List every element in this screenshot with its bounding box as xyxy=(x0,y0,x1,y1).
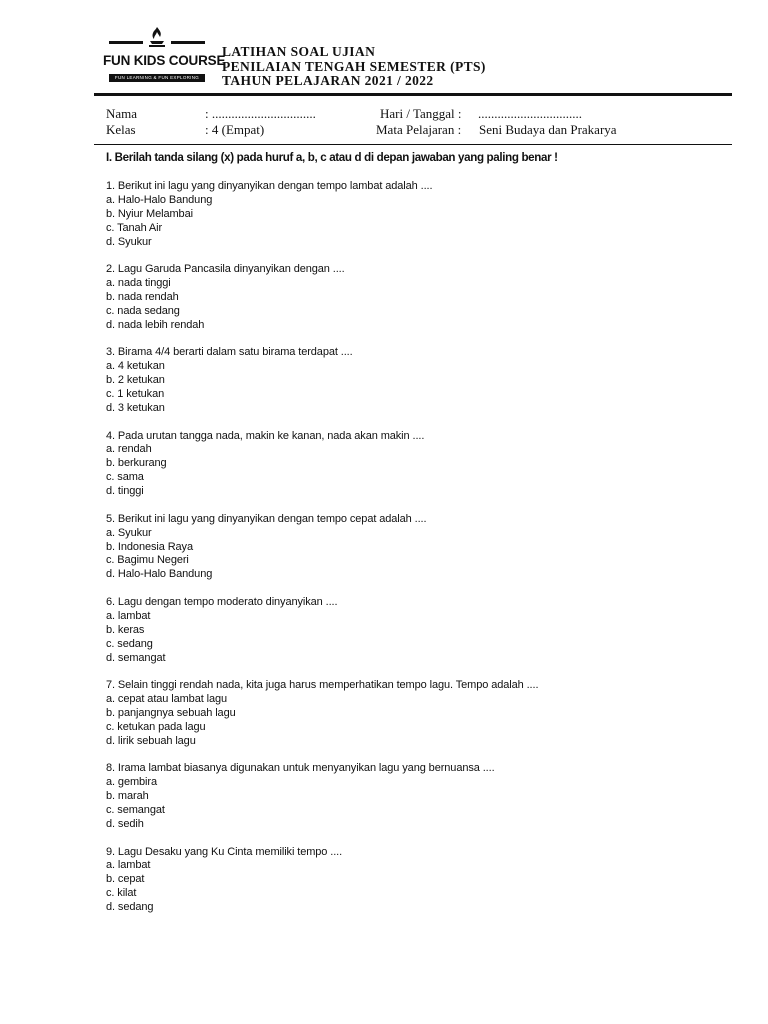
title-line-1: LATIHAN SOAL UJIAN xyxy=(222,44,376,59)
option-d[interactable]: d. sedih xyxy=(106,817,144,830)
exam-titles xyxy=(222,45,486,89)
question-list xyxy=(106,180,726,929)
logo-bar-left xyxy=(109,41,143,44)
question-text: 4. Pada urutan tangga nada, makin ke kanan, nada akan makin .... xyxy=(106,429,425,442)
hari-tanggal-label: Hari / Tanggal : xyxy=(380,106,462,121)
nama-field[interactable]: : ................................ xyxy=(205,106,316,121)
option-a[interactable]: a. lambat xyxy=(106,859,151,872)
option-b[interactable]: b. cepat xyxy=(106,873,145,886)
question-7 xyxy=(106,679,726,762)
question-text: 7. Selain tinggi rendah nada, kita juga harus memperhatikan tempo lagu. Tempo adalah .... xyxy=(106,679,539,692)
question-text: 5. Berikut ini lagu yang dinyanyikan dengan tempo cepat adalah .... xyxy=(106,512,427,525)
option-b[interactable]: b. marah xyxy=(106,790,149,803)
option-a[interactable]: a. 4 ketukan xyxy=(106,360,165,373)
flame-icon xyxy=(147,26,167,48)
header-divider-thick xyxy=(94,93,732,96)
option-c[interactable]: c. 1 ketukan xyxy=(106,388,165,401)
option-c[interactable]: c. kilat xyxy=(106,887,137,900)
option-b[interactable]: b. berkurang xyxy=(106,457,167,470)
question-text: 3. Birama 4/4 berarti dalam satu birama terdapat .... xyxy=(106,346,353,359)
question-text: 9. Lagu Desaku yang Ku Cinta memiliki tempo .... xyxy=(106,845,343,858)
mata-pelajaran-value: Seni Budaya dan Prakarya xyxy=(479,122,617,137)
option-c[interactable]: c. Bagimu Negeri xyxy=(106,554,189,567)
option-c[interactable]: c. Tanah Air xyxy=(106,221,163,234)
option-a[interactable]: a. rendah xyxy=(106,443,152,456)
nama-label: Nama xyxy=(106,106,138,121)
option-b[interactable]: b. Indonesia Raya xyxy=(106,540,193,553)
option-c[interactable]: c. sedang xyxy=(106,637,153,650)
option-a[interactable]: a. nada tinggi xyxy=(106,277,171,290)
mata-pelajaran-label: Mata Pelajaran : xyxy=(376,122,462,137)
question-text: 8. Irama lambat biasanya digunakan untuk menyanyikan lagu yang bernuansa .... xyxy=(106,762,495,775)
question-2 xyxy=(106,263,726,346)
option-d[interactable]: d. sedang xyxy=(106,901,154,914)
option-c[interactable]: c. sama xyxy=(106,471,144,484)
logo-bar-right xyxy=(171,41,205,44)
option-c[interactable]: c. nada sedang xyxy=(106,304,180,317)
question-1 xyxy=(106,180,726,263)
title-line-2: PENILAIAN TENGAH SEMESTER (PTS) xyxy=(222,58,486,74)
option-a[interactable]: a. Syukur xyxy=(106,526,152,539)
kelas-value: : 4 (Empat) xyxy=(205,122,265,137)
logo-tagline: FUN LEARNING & FUN EXPLORING xyxy=(109,74,205,82)
option-a[interactable]: a. lambat xyxy=(106,609,151,622)
question-5 xyxy=(106,513,726,596)
question-text: 1. Berikut ini lagu yang dinyanyikan dengan tempo lambat adalah .... xyxy=(106,180,433,192)
option-d[interactable]: d. Halo-Halo Bandung xyxy=(106,568,213,581)
question-3 xyxy=(106,346,726,429)
kelas-label: Kelas xyxy=(106,122,136,137)
instruction: I. Berilah tanda silang (x) pada huruf a, b, c atau d di depan jawaban yang paling benar ! xyxy=(106,151,558,164)
option-d[interactable]: d. 3 ketukan xyxy=(106,402,165,414)
question-6 xyxy=(106,596,726,679)
title-line-3: TAHUN PELAJARAN 2021 / 2022 xyxy=(222,73,434,88)
option-d[interactable]: d. tinggi xyxy=(106,485,144,498)
option-d[interactable]: d. lirik sebuah lagu xyxy=(106,734,196,747)
option-a[interactable]: a. gembira xyxy=(106,776,157,789)
option-b[interactable]: b. Nyiur Melambai xyxy=(106,207,193,220)
option-b[interactable]: b. 2 ketukan xyxy=(106,374,165,387)
hari-tanggal-field[interactable]: ................................ xyxy=(478,106,582,121)
option-b[interactable]: b. panjangnya sebuah lagu xyxy=(106,706,236,719)
question-9 xyxy=(106,846,726,929)
option-c[interactable]: c. ketukan pada lagu xyxy=(106,720,206,733)
info-divider xyxy=(94,144,732,145)
question-4 xyxy=(106,430,726,513)
question-text: 2. Lagu Garuda Pancasila dinyanyikan dengan .... xyxy=(106,263,345,276)
option-b[interactable]: b. keras xyxy=(106,623,145,636)
option-c[interactable]: c. semangat xyxy=(106,804,165,817)
logo xyxy=(103,26,226,88)
option-b[interactable]: b. nada rendah xyxy=(106,291,179,303)
option-a[interactable]: a. Halo-Halo Bandung xyxy=(106,193,213,206)
question-text: 6. Lagu dengan tempo moderato dinyanyikan .... xyxy=(106,595,338,608)
option-d[interactable]: d. nada lebih rendah xyxy=(106,318,205,331)
option-d[interactable]: d. semangat xyxy=(106,651,166,664)
question-8 xyxy=(106,762,726,845)
option-a[interactable]: a. cepat atau lambat lagu xyxy=(106,693,228,706)
logo-name: FUN KIDS COURSE xyxy=(103,53,226,68)
option-d[interactable]: d. Syukur xyxy=(106,235,152,248)
